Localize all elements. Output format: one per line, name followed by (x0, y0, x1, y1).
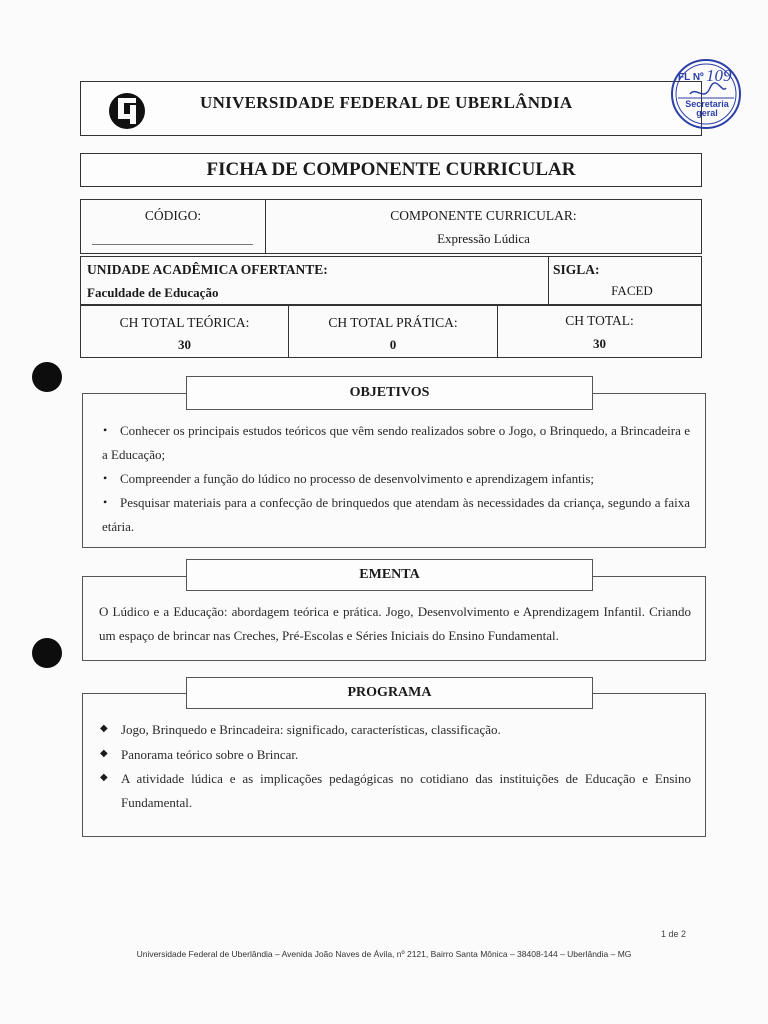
programa-heading: PROGRAMA (186, 677, 593, 709)
ch-teorica-value: 30 (178, 337, 191, 352)
punch-hole (32, 362, 62, 392)
stamp-office-line1: Secretaria (685, 99, 729, 109)
diamond-bullet-icon: ◆ (100, 723, 108, 734)
objetivo-item: Pesquisar materiais para a confecção de brinquedos que atendam às necessidades da criança, segundo a faixa etária. (102, 495, 690, 534)
objetivo-item: Compreender a função do lúdico no processo de desenvolvimento e aprendizagem infantis; (120, 471, 594, 486)
form-title: FICHA DE COMPONENTE CURRICULAR (206, 159, 576, 180)
sigla-label: SIGLA: (553, 262, 600, 277)
page-number: 1 de 2 (660, 929, 686, 939)
ch-total-value: 30 (593, 336, 606, 351)
ementa-heading: EMENTA (186, 559, 593, 591)
diamond-bullet-icon: ◆ (100, 748, 108, 759)
stamp-office (680, 100, 734, 118)
codigo-label: CÓDIGO: (144, 208, 202, 223)
ementa-text: O Lúdico e a Educação: abordagem teórica e prática. Jogo, Desenvolvimento e Aprendizagem Infantil. Criando um espaço de brincar nas Creches, Pré-Escolas e Séries Iniciais do Ensino Fundamental. (99, 604, 691, 643)
bullet-icon: • (103, 423, 108, 437)
programa-item: Jogo, Brinquedo e Brincadeira: significado, características, classificação. (121, 722, 501, 737)
footer-address: Universidade Federal de Uberlândia – Avenida João Naves de Ávila, nº 2121, Bairro Santa Mônica – 38408-144 – Uberlândia – MG (136, 949, 632, 959)
diamond-bullet-icon: ◆ (100, 772, 108, 783)
bullet-icon: • (103, 495, 108, 509)
objetivo-item: Conhecer os principais estudos teóricos que vêm sendo realizados sobre o Jogo, o Brinquedo, a Brincadeira e a Educação; (102, 423, 690, 462)
programa-item: Panorama teórico sobre o Brincar. (121, 747, 299, 762)
codigo-line (92, 244, 253, 245)
stamp-office-line2: geral (696, 108, 718, 118)
programa-item: A atividade lúdica e as implicações pedagógicas no cotidiano das instituições de Educação e Ensino Fundamental. (121, 771, 691, 810)
ch-teorica-label: CH TOTAL TEÓRICA: (119, 315, 250, 330)
stamp-fl-label: FL Nº (678, 72, 704, 83)
stamp-fl-number: 109 (706, 66, 732, 85)
ch-pratica-label: CH TOTAL PRÁTICA: (328, 315, 458, 330)
bullet-icon: • (103, 471, 108, 485)
ch-total-label: CH TOTAL: (565, 313, 634, 328)
university-name: UNIVERSIDADE FEDERAL DE UBERLÂNDIA (200, 93, 573, 112)
unidade-value: Faculdade de Educação (87, 285, 219, 300)
punch-hole (32, 638, 62, 668)
university-logo (105, 90, 149, 132)
registry-stamp (670, 58, 742, 130)
unidade-label: UNIDADE ACADÊMICA OFERTANTE: (87, 262, 328, 277)
sigla-value: FACED (611, 283, 653, 298)
componente-label: COMPONENTE CURRICULAR: (390, 208, 577, 223)
componente-value: Expressão Lúdica (437, 231, 530, 246)
objetivos-heading: OBJETIVOS (186, 376, 593, 410)
ch-pratica-value: 0 (389, 337, 397, 352)
